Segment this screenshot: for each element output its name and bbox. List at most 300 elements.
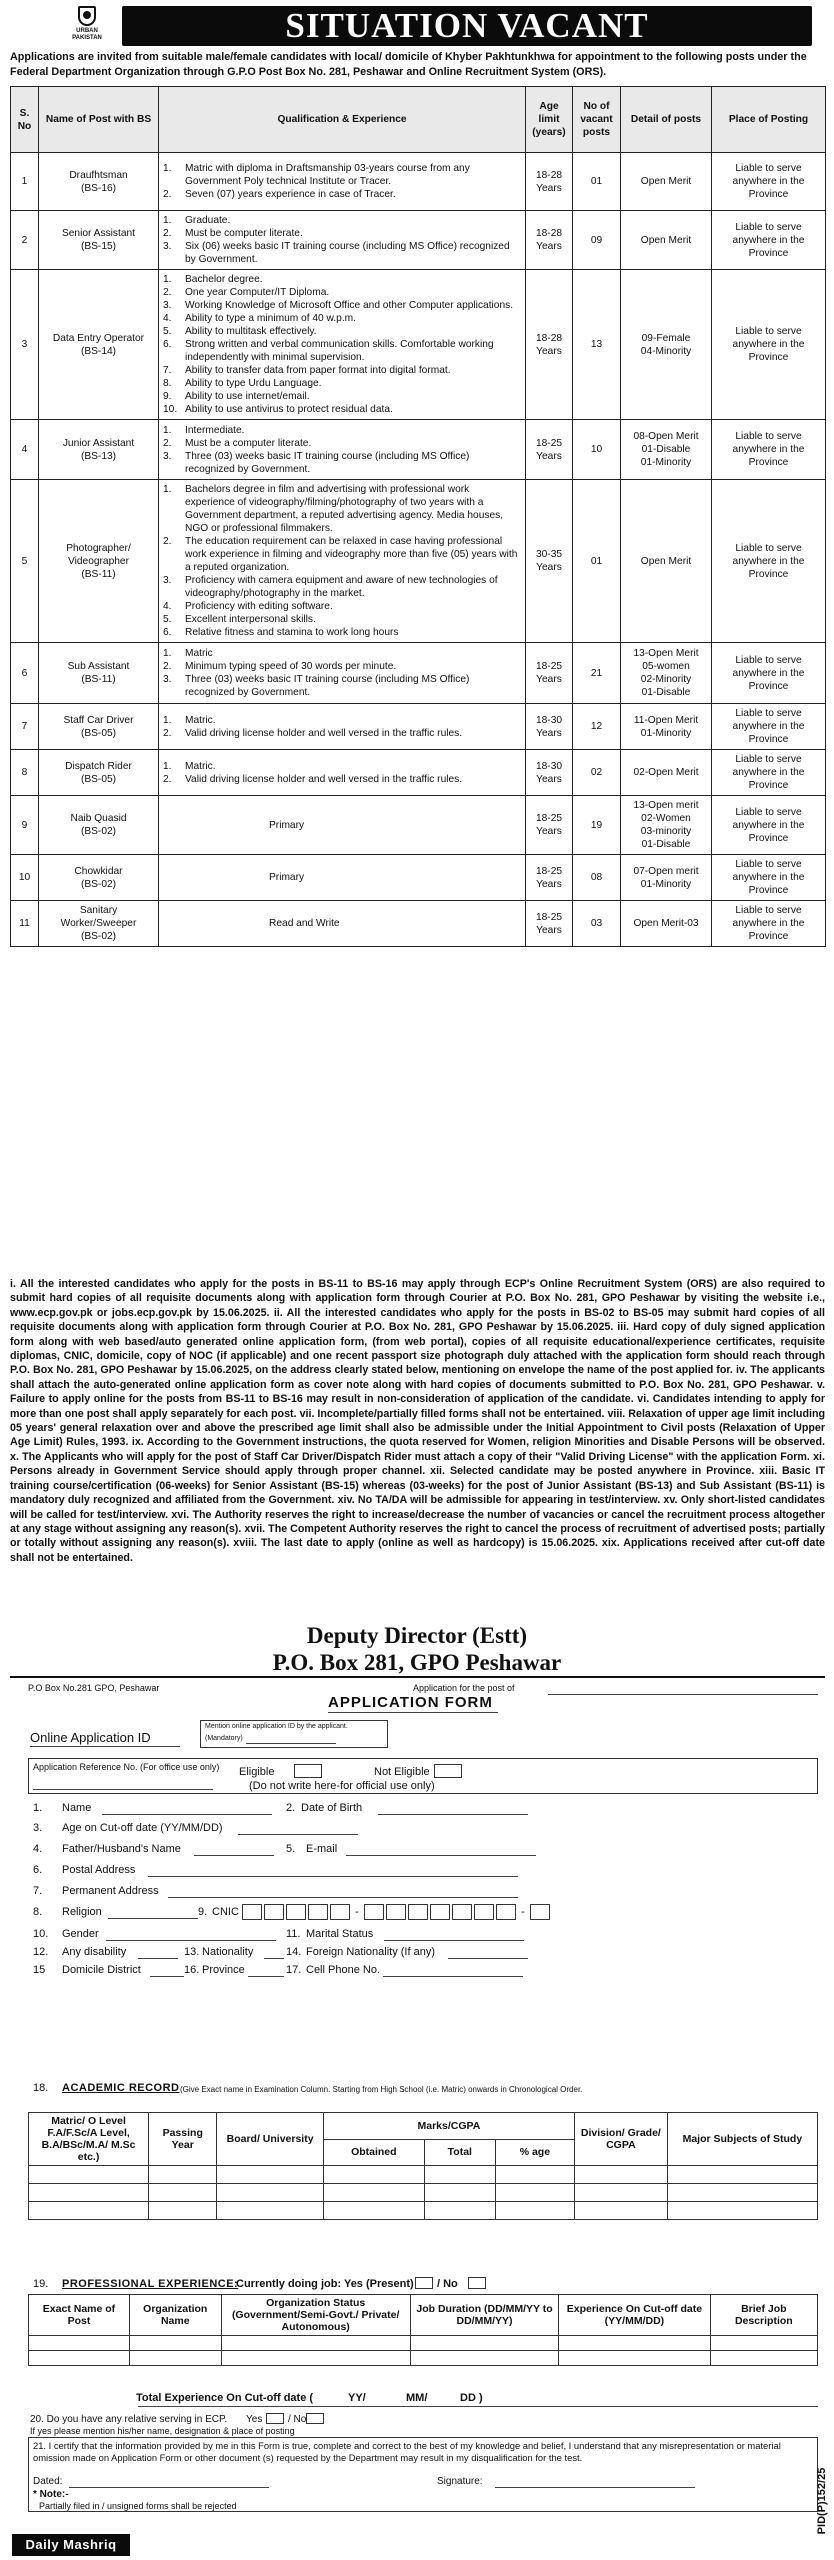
post-detail <box>621 211 712 270</box>
acad-col-total: Total <box>424 2139 495 2166</box>
post-detail-line: 01-Minority <box>640 457 692 468</box>
post-row <box>11 750 826 796</box>
not-eligible-label: Not Eligible <box>374 1766 430 1778</box>
post-age: 18-25 Years <box>526 420 573 480</box>
post-qualification <box>159 643 526 704</box>
job-yes-checkbox[interactable] <box>415 2277 433 2289</box>
marital-label: Marital Status <box>306 1928 374 1940</box>
online-id-underline <box>30 1746 180 1747</box>
qualification-item: 3. Three (03) weeks basic IT training course (including MS Office) recognized by Government. <box>163 674 470 698</box>
post-age: 18-30 Years <box>526 750 573 796</box>
applied-for-input[interactable] <box>548 1694 818 1695</box>
post-age: 18-25 Years <box>526 901 573 947</box>
prof-col-description: Brief Job Description <box>710 2295 817 2336</box>
qualification-item: 1. Matric with diploma in Draftsmanship 03-years course from any Government Poly technical Institute or Tracer. <box>163 163 470 187</box>
online-id-input[interactable] <box>246 1743 336 1744</box>
post-bs: (BS-11) <box>81 674 116 685</box>
post-name: Chowkidar <box>74 865 123 877</box>
post-detail-line: 02-Open Merit <box>633 767 699 778</box>
post-bs: (BS-16) <box>80 182 117 194</box>
domicile-input[interactable] <box>150 1976 184 1977</box>
intro-text: Applications are invited from suitable male/female candidates with local/ domicile of Khyber Pakhtunkhwa for appointment to the following posts under the Federal Department Organization through G.P.O Post Box No. 281, Peshawar and Online Recruitment System (ORS). <box>10 51 807 78</box>
acad-col-percent: % age <box>495 2139 574 2166</box>
qualification-item: 2. Seven (07) years experience in case of Tracer. <box>163 189 396 200</box>
post-age: 18-28 Years <box>526 270 573 420</box>
qualification-item: 10. Ability to use antivirus to protect residual data. <box>163 404 393 415</box>
qualification-item: 1. Matric. <box>163 714 216 726</box>
qualification-item: 4. Ability to type a minimum of 40 w.p.m. <box>163 313 356 324</box>
cell-label: Cell Phone No. <box>306 1964 380 1976</box>
field-15-num: 15 <box>33 1964 46 1976</box>
acad-col-subjects: Major Subjects of Study <box>667 2113 817 2166</box>
qualification-item: 7. Ability to transfer data from paper format into digital format. <box>163 365 451 376</box>
logo-emblem-icon <box>78 6 96 26</box>
qualification-item: 5. Excellent interpersonal skills. <box>163 614 316 625</box>
field-11-num: 11. <box>286 1928 301 1940</box>
online-id-box[interactable] <box>200 1720 388 1748</box>
qualification-item: 8. Ability to type Urdu Language. <box>163 378 322 389</box>
signature-label: Signature: <box>437 2476 483 2487</box>
disability-label: Any disability <box>62 1946 127 1958</box>
age-label: Age on Cut-off date (YY/MM/DD) <box>62 1822 223 1834</box>
post-detail-line: Open Merit <box>640 555 692 567</box>
dob-input[interactable] <box>378 1814 528 1815</box>
post-place: Liable to serve anywhere in the Province <box>712 643 826 704</box>
q20-yes-label: Yes <box>246 2414 263 2425</box>
post-vacancies: 03 <box>573 901 621 947</box>
post-sno: 4 <box>11 420 39 480</box>
academic-title: ACADEMIC RECORD <box>62 2082 180 2094</box>
post-detail-line: 07-Open merit <box>633 865 699 877</box>
post-detail <box>621 643 712 704</box>
post-sno: 9 <box>11 796 39 855</box>
province-input[interactable] <box>248 1976 284 1977</box>
post-row <box>11 270 826 420</box>
post-qualification: Primary <box>159 796 526 855</box>
post-detail-line: Open Merit <box>640 176 692 187</box>
post-bs: (BS-02) <box>80 826 117 837</box>
post-vacancies: 10 <box>573 420 621 480</box>
application-form: P.O Box No.281 GPO, Peshawar Application for the post of APPLICATION FORM Online Application ID Mention online application ID by the applicant. (Mandatory) Application Reference No. (For office use only) Eligible Not Eligible (Do not write here-for official use only) 1. Name 2. Date of Birth 3. Age on Cut-off date (YY/MM/DD) 4. Father/Husband's Name 5. E-mail 6. Postal Address 7. Permanent Address 8. Religion 9. CNIC - - 10. Gender 11. Marital Status 12. Any disability 13. Nationality 14. Foreign Nationality (If any) 15 Domicile District 16. Province 17. Cell Phone No. 18. ACADEMIC RECORD (Give Exact name in Examination Column. Starting from High School (i.e. Matric) onwards in Chronological Order. Matric/ O Level F.A/F.Sc/A Level, B.A/BSc/M.A/ M.Sc etc.) Passing Year Board/ University Marks/CGPA Division/ Grade/ CGPA Major Subjects of Study Obtained Total % age 19. PROFESSIONAL EXPERIENCE: Currently doing job: Yes (Present) / No Exact Name of Post Organization Name Organization Status (Government/Semi-Govt./ Private/ Autonomous) Job Duration (DD/MM/YY to DD/MM/YY) Experience On Cut-off date (YY/MM/DD) Brief Job Description Total Experience On Cut-off date ( YY/ MM/ DD ) 20. Do you have any relative serving in ECP. Yes / No If yes please mention his/her name, designation & place of posting 21. I certify that the information provided by me in this Form is true, complete and correct to the best of my knowledge and belief, I understand that any misrepresentation or material omission made on Application Form or other document (s) requested by the Department may result in my disqualification for the test. Dated: Signature: * Note:- Partially filed in / unsigned forms shall be rejected <box>28 1680 818 2520</box>
post-name-cell <box>39 211 159 270</box>
post-detail-line: 01-Minority <box>640 727 692 739</box>
qualification-item: 2. Valid driving license holder and well versed in the traffic rules. <box>163 773 463 785</box>
post-age: 18-28 Years <box>526 153 573 211</box>
post-sno: 2 <box>11 211 39 270</box>
col-vacancies: No of vacant posts <box>573 87 621 153</box>
father-input[interactable] <box>194 1855 274 1856</box>
form-title: APPLICATION FORM <box>328 1694 493 1711</box>
post-detail-line: 01-Minority <box>640 878 692 890</box>
post-detail-line: 01-Disable <box>641 839 691 850</box>
post-place: Liable to serve anywhere in the Province <box>712 480 826 643</box>
marital-input[interactable] <box>384 1940 524 1941</box>
acad-col-board: Board/ University <box>217 2113 323 2166</box>
post-name: Senior Assistant <box>61 228 136 239</box>
title-underline <box>328 1712 498 1713</box>
post-sno: 7 <box>11 704 39 750</box>
post-sno: 1 <box>11 153 39 211</box>
acad-col-division: Division/ Grade/ CGPA <box>574 2113 667 2166</box>
relative-yes-checkbox[interactable] <box>266 2413 284 2424</box>
post-name: Naib Quasid <box>70 813 127 824</box>
qualification-item: 2. Minimum typing speed of 30 words per minute. <box>163 661 397 672</box>
post-detail <box>621 750 712 796</box>
qualification-item: 1. Matric <box>163 648 213 659</box>
post-age: 18-25 Years <box>526 643 573 704</box>
online-id-note: Mention online application ID by the applicant. <box>205 1723 348 1730</box>
nationality-label: Nationality <box>202 1946 254 1958</box>
field-3-num: 3. <box>33 1822 43 1834</box>
post-row <box>11 855 826 901</box>
post-detail <box>621 901 712 947</box>
permanent-input[interactable] <box>168 1897 518 1898</box>
urban-pakistan-logo <box>67 6 107 46</box>
post-age: 18-25 Years <box>526 855 573 901</box>
post-name: Dispatch Rider <box>65 760 132 772</box>
note-text: Partially filed in / unsigned forms shall be rejected <box>39 2501 237 2511</box>
total-yy: YY/ <box>348 2392 366 2404</box>
post-sno: 11 <box>11 901 39 947</box>
col-qualification: Qualification & Experience <box>159 87 526 153</box>
qualification-item: 2. Must be a computer literate. <box>163 437 312 449</box>
post-row <box>11 211 826 270</box>
email-input[interactable] <box>346 1855 536 1856</box>
post-name-cell <box>39 480 159 643</box>
post-bs: (BS-11) <box>81 568 116 580</box>
post-sno: 3 <box>11 270 39 420</box>
field-10-num: 10. <box>33 1928 49 1940</box>
name-input[interactable] <box>102 1814 272 1815</box>
qualification-item: 9. Ability to use internet/email. <box>163 391 310 402</box>
acad-row[interactable] <box>29 2202 818 2220</box>
qualification-item: 1. Bachelor degree. <box>163 274 263 285</box>
total-experience-label: Total Experience On Cut-off date ( <box>136 2392 314 2404</box>
academic-table <box>28 2112 818 2220</box>
post-qualification <box>159 270 526 420</box>
post-detail-line: 01-Disable <box>641 444 691 455</box>
prof-row[interactable] <box>29 2351 818 2366</box>
post-vacancies: 08 <box>573 855 621 901</box>
prof-currently-doing: Currently doing job: Yes (Present) <box>236 2278 414 2290</box>
relative-no-checkbox[interactable] <box>306 2413 324 2424</box>
newspaper-name: Daily Mashriq <box>12 2534 130 2556</box>
logo-text: URBAN PAKISTAN <box>72 28 102 41</box>
post-detail-line: 13-Open Merit <box>633 648 699 659</box>
gender-input[interactable] <box>106 1940 276 1941</box>
post-place: Liable to serve anywhere in the Province <box>712 704 826 750</box>
disability-input[interactable] <box>138 1958 178 1959</box>
address-block <box>0 1622 834 1676</box>
acad-col-exam: Matric/ O Level F.A/F.Sc/A Level, B.A/BSc/M.A/ M.Sc etc.) <box>29 2113 149 2166</box>
acad-col-marks: Marks/CGPA <box>323 2113 574 2140</box>
office-use-box <box>28 1758 818 1794</box>
prof-no-label: / No <box>437 2278 458 2290</box>
col-detail: Detail of posts <box>621 87 712 153</box>
posts-table <box>10 86 826 947</box>
dated-input[interactable] <box>69 2487 269 2488</box>
q20-text: 20. Do you have any relative serving in ECP. <box>30 2414 228 2425</box>
post-detail-line: Open Merit-03 <box>633 918 699 929</box>
post-row <box>11 480 826 643</box>
total-dd: DD ) <box>460 2392 483 2404</box>
post-name: Sanitary Worker/Sweeper <box>60 905 137 929</box>
post-qualification <box>159 704 526 750</box>
signature-input[interactable] <box>495 2487 695 2488</box>
post-place: Liable to serve anywhere in the Province <box>712 750 826 796</box>
post-row <box>11 704 826 750</box>
qualification-item: 1. Bachelors degree in film and advertising with professional work experience of videography/filming/photography of two years with a Government department, a reputed advertising agency. Media houses, NGO or professional filmmakers. <box>163 484 504 534</box>
post-detail-line: 09-Female <box>641 332 691 344</box>
field-4-num: 4. <box>33 1843 43 1855</box>
gender-label: Gender <box>62 1928 99 1940</box>
address-line-1: Deputy Director (Estt) <box>306 1623 528 1648</box>
post-age: 30-35 Years <box>526 480 573 643</box>
post-detail-line: 02-Minority <box>640 674 692 685</box>
q20-followup: If yes please mention his/her name, designation & place of posting <box>30 2426 295 2436</box>
total-experience-underline <box>138 2406 818 2407</box>
field-17-num: 17. <box>286 1964 302 1976</box>
name-label: Name <box>62 1802 92 1814</box>
prof-row[interactable] <box>29 2336 818 2351</box>
religion-label: Religion <box>62 1906 102 1918</box>
post-bs: (BS-05) <box>80 773 117 785</box>
postal-input[interactable] <box>148 1876 518 1877</box>
address-line-2: P.O. Box 281, GPO Peshawar <box>272 1650 562 1675</box>
col-sno: S. No <box>11 87 39 153</box>
qualification-item: 5. Ability to multitask effectively. <box>163 326 317 337</box>
post-detail <box>621 480 712 643</box>
qualification-item: 3. Proficiency with camera equipment and aware of new technologies of videography/photography in the market. <box>163 575 498 599</box>
dated-label: Dated: <box>33 2476 63 2487</box>
post-qualification <box>159 750 526 796</box>
post-detail-line: 04-Minority <box>640 345 692 357</box>
qualification-item: 1. Graduate. <box>163 215 231 226</box>
eligible-checkbox[interactable] <box>294 1764 322 1778</box>
post-name: Data Entry Operator <box>52 332 145 344</box>
post-vacancies: 13 <box>573 270 621 420</box>
qualification-item: 3. Six (06) weeks basic IT training course (including MS Office) recognized by Government. <box>163 241 510 265</box>
acad-row[interactable] <box>29 2166 818 2184</box>
post-vacancies: 01 <box>573 480 621 643</box>
post-detail-line: 01-Disable <box>641 687 691 698</box>
post-detail <box>621 420 712 480</box>
qualification-item: 3. Working Knowledge of Microsoft Office and other Computer applications. <box>163 300 514 311</box>
eligible-label: Eligible <box>239 1766 275 1778</box>
post-vacancies: 19 <box>573 796 621 855</box>
post-bs: (BS-05) <box>80 727 117 739</box>
domicile-label: Domicile District <box>62 1964 141 1976</box>
post-name-cell <box>39 901 159 947</box>
post-age: 18-25 Years <box>526 796 573 855</box>
post-qualification <box>159 420 526 480</box>
academic-num: 18. <box>33 2082 49 2094</box>
acad-col-obtained: Obtained <box>323 2139 424 2166</box>
field-2-num: 2. <box>286 1802 296 1814</box>
official-note: (Do not write here-for official use only) <box>249 1780 435 1792</box>
post-name-cell <box>39 153 159 211</box>
dob-label: Date of Birth <box>301 1802 363 1814</box>
q21-text: 21. I certify that the information provided by me in this Form is true, complete and correct to the best of my knowledge and belief, I understand that any misrepresentation or material omission made on Application Form or other document (s) requested by the Department may result in my disqualification for the test. <box>33 2440 781 2463</box>
acad-row[interactable] <box>29 2184 818 2202</box>
post-sno: 10 <box>11 855 39 901</box>
qualification-item: 3. Three (03) weeks basic IT training course (including MS Office) recognized by Government. <box>163 450 470 475</box>
post-name-cell <box>39 750 159 796</box>
post-name: Junior Assistant <box>62 437 135 449</box>
col-post: Name of Post with BS <box>39 87 159 153</box>
mandatory-label: (Mandatory) <box>205 1735 243 1742</box>
post-name-cell <box>39 270 159 420</box>
field-13-num: 13. <box>184 1946 200 1958</box>
post-sno: 5 <box>11 480 39 643</box>
form-po-box: P.O Box No.281 GPO, Peshawar <box>28 1683 160 1693</box>
qualification-item: 2. One year Computer/IT Diploma. <box>163 287 330 298</box>
field-14-num: 14. <box>286 1946 302 1958</box>
q20-no-label: / No <box>288 2414 307 2425</box>
post-place: Liable to serve anywhere in the Province <box>712 796 826 855</box>
post-place: Liable to serve anywhere in the Province <box>712 855 826 901</box>
situation-vacant-banner: SITUATION VACANT <box>122 6 812 46</box>
post-place: Liable to serve anywhere in the Province <box>712 420 826 480</box>
field-9-num: 9. <box>198 1906 208 1918</box>
field-8-num: 8. <box>33 1906 43 1918</box>
not-eligible-checkbox[interactable] <box>434 1764 462 1778</box>
post-vacancies: 21 <box>573 643 621 704</box>
note-label: * Note:- <box>33 2489 69 2500</box>
post-bs: (BS-13) <box>80 450 117 462</box>
online-id-label: Online Application ID <box>30 1730 151 1745</box>
province-label: Province <box>202 1964 245 1976</box>
prof-col-experience: Experience On Cut-off date (YY/MM/DD) <box>559 2295 710 2336</box>
qualification-item: 1. Matric. <box>163 760 216 772</box>
foreign-input[interactable] <box>448 1958 528 1959</box>
prof-col-status: Organization Status (Government/Semi-Govt./ Private/ Autonomous) <box>221 2295 410 2336</box>
post-detail-line: 11-Open Merit <box>633 714 699 726</box>
post-bs: (BS-02) <box>80 931 117 942</box>
post-qualification <box>159 153 526 211</box>
declaration-box <box>28 2437 818 2512</box>
post-vacancies: 02 <box>573 750 621 796</box>
qualification-item: 6. Strong written and verbal communication skills. Comfortable working independently with minimal supervision. <box>163 339 494 363</box>
post-name: Staff Car Driver <box>63 714 134 726</box>
qualification-item: 1. Intermediate. <box>163 424 245 436</box>
ref-no-label: Application Reference No. (For office use only) <box>33 1762 220 1772</box>
prof-title: PROFESSIONAL EXPERIENCE: <box>62 2278 239 2290</box>
qualification-item: 4. Proficiency with editing software. <box>163 601 333 612</box>
field-5-num: 5. <box>286 1843 296 1855</box>
prof-num: 19. <box>33 2278 49 2290</box>
post-detail-line: 13-Open merit <box>633 800 699 811</box>
post-row <box>11 420 826 480</box>
email-label: E-mail <box>306 1843 338 1855</box>
post-name-cell <box>39 643 159 704</box>
applied-for-label: Application for the post of <box>413 1683 515 1693</box>
cnic-label: CNIC <box>212 1906 239 1918</box>
post-age: 18-28 Years <box>526 211 573 270</box>
post-detail <box>621 796 712 855</box>
post-place: Liable to serve anywhere in the Province <box>712 153 826 211</box>
qualification-item: 6. Relative fitness and stamina to work long hours <box>163 627 399 638</box>
post-row <box>11 796 826 855</box>
field-12-num: 12. <box>33 1946 49 1958</box>
header <box>12 4 822 48</box>
field-7-num: 7. <box>33 1885 43 1897</box>
post-detail-line: 05-women <box>642 661 690 672</box>
field-6-num: 6. <box>33 1864 43 1876</box>
acad-col-year: Passing Year <box>149 2113 217 2166</box>
prof-col-org: Organization Name <box>129 2295 221 2336</box>
post-vacancies: 09 <box>573 211 621 270</box>
religion-input[interactable] <box>108 1918 198 1919</box>
divider <box>10 1676 825 1678</box>
post-detail-line: 08-Open Merit <box>633 431 699 442</box>
field-1-num: 1. <box>33 1802 43 1814</box>
post-detail <box>621 855 712 901</box>
post-name: Draufhtsman <box>69 169 128 181</box>
post-qualification: Read and Write <box>159 901 526 947</box>
post-vacancies: 01 <box>573 153 621 211</box>
qualification-item: 2. The education requirement can be relaxed in case having professional work experience in filming and videography more than five (05) years with a reputed organization. <box>163 536 518 573</box>
post-detail-line: 03-minority <box>640 826 692 837</box>
post-name-cell <box>39 420 159 480</box>
post-bs: (BS-14) <box>80 345 117 357</box>
post-row <box>11 153 826 211</box>
post-sno: 8 <box>11 750 39 796</box>
job-no-checkbox[interactable] <box>468 2277 486 2289</box>
age-input[interactable] <box>238 1834 358 1835</box>
instructions-text: i. All the interested candidates who apply for the posts in BS-11 to BS-16 may apply through ECP's Online Recruitment System (ORS) are also required to submit hard copies of all requisite documents along with application form through Courier at P.O. Box No. 281, GPO Peshawar by visiting the website i.e., www.ecp.gov.pk or jobs.ecp.gov.pk by 15.06.2025. ii. All the interested candidates who apply for the posts in BS-02 to BS-05 may submit hard copies of all requisite documents along with application form through Courier at P.O. Box No. 281, GPO Peshawar by 15.06.2025. iii. Hard copy of duly signed application form along with web based/auto generated online application form, (from web portal), copies of all requisite educational/experience certificates, requisite diplomas, CNIC, domicile, copy of NOC (if applicable) and one recent passport size photograph duly attached with the application form should reach through P.O. Box No. 281, GPO Peshawar by 15.06.2025, on the address clearly stated below, mentioning on envelope the name of the post applied for. iv. The applicants shall attach the auto-generated online application form as cover note along with hard copies of documents submitted to P.O. Box No. 281, GPO Peshawar. v. Failure to apply online for the posts from BS-11 to BS-16 may result in non-consideration of application of the candidate. vi. Candidates intending to apply for more than one post shall apply separately for each post. vii. Incomplete/partially filled forms shall not be entertained. viii. Relaxation of upper age limit including 05 years' general relaxation over and above the prescribed age limit shall also be admissible under the Initial Appointment to Civil posts (Relaxation of Upper Age Limit) Rules, 1993. ix. According to the Government instructions, the quota reserved for Women, religion Minorities and Disable Persons will be observed. x. The Applicants who will apply for the post of Staff Car Driver/Dispatch Rider must attach a copy of their "Valid Driving License" with the application Form. xi. Persons already in Government Service should apply through proper channel. xii. Selected candidate may be posted anywhere in Province. xiii. Basic IT training course/certification (06-weeks) for Senior Assistant (BS-15) whereas (03-weeks) for the post of Junior Assistant (BS-13) and Sub Assistant (BS-11) is mandatory duly recognized and affiliated from the Government. xiv. No TA/DA will be admissible for appearing in test/interview. xv. Only short-listed candidates will be called for test/interview. xvi. The Authority reserves the right to increase/decrease the number of vacancies or cancel the recruitment process altogether at any stage without assigning any reason(s). xvii. The Competent Authority reserves the right to cancel the process of recruitment of advertised posts; partially or totally without assigning any reason(s). xviii. The last date to apply (online as well as hardcopy) is 15.06.2025. xix. Applications received after cut-off date shall not be entertained. <box>10 1278 825 1564</box>
post-place: Liable to serve anywhere in the Province <box>712 270 826 420</box>
permanent-label: Permanent Address <box>62 1885 159 1897</box>
post-name-cell <box>39 704 159 750</box>
post-detail <box>621 153 712 211</box>
post-name-cell <box>39 855 159 901</box>
post-vacancies: 12 <box>573 704 621 750</box>
post-detail <box>621 270 712 420</box>
post-qualification <box>159 211 526 270</box>
foreign-label: Foreign Nationality (If any) <box>306 1946 435 1958</box>
post-qualification: Primary <box>159 855 526 901</box>
post-bs: (BS-02) <box>80 878 117 890</box>
field-16-num: 16. <box>184 1964 200 1976</box>
post-name-cell <box>39 796 159 855</box>
post-name: Sub Assistant <box>67 661 130 672</box>
post-name: Photographer/ Videographer <box>66 542 131 567</box>
post-bs: (BS-15) <box>80 241 117 252</box>
post-place: Liable to serve anywhere in the Province <box>712 211 826 270</box>
ref-no-input[interactable] <box>33 1789 213 1790</box>
father-label: Father/Husband's Name <box>62 1843 181 1855</box>
pid-code: PID(P)152/25 <box>816 2467 828 2535</box>
prof-col-post: Exact Name of Post <box>29 2295 130 2336</box>
cell-input[interactable] <box>383 1976 523 1977</box>
post-detail-line: Open Merit <box>640 234 692 246</box>
post-detail-line: 02-Women <box>641 813 691 824</box>
post-detail <box>621 704 712 750</box>
nationality-input[interactable] <box>264 1958 284 1959</box>
posts-table-header <box>11 87 826 153</box>
post-sno: 6 <box>11 643 39 704</box>
postal-label: Postal Address <box>62 1864 136 1876</box>
post-qualification <box>159 480 526 643</box>
total-mm: MM/ <box>406 2392 428 2404</box>
col-place: Place of Posting <box>712 87 826 153</box>
prof-col-duration: Job Duration (DD/MM/YY to DD/MM/YY) <box>410 2295 558 2336</box>
post-row <box>11 643 826 704</box>
post-place: Liable to serve anywhere in the Province <box>712 901 826 947</box>
col-age: Age limit (years) <box>526 87 573 153</box>
post-row <box>11 901 826 947</box>
